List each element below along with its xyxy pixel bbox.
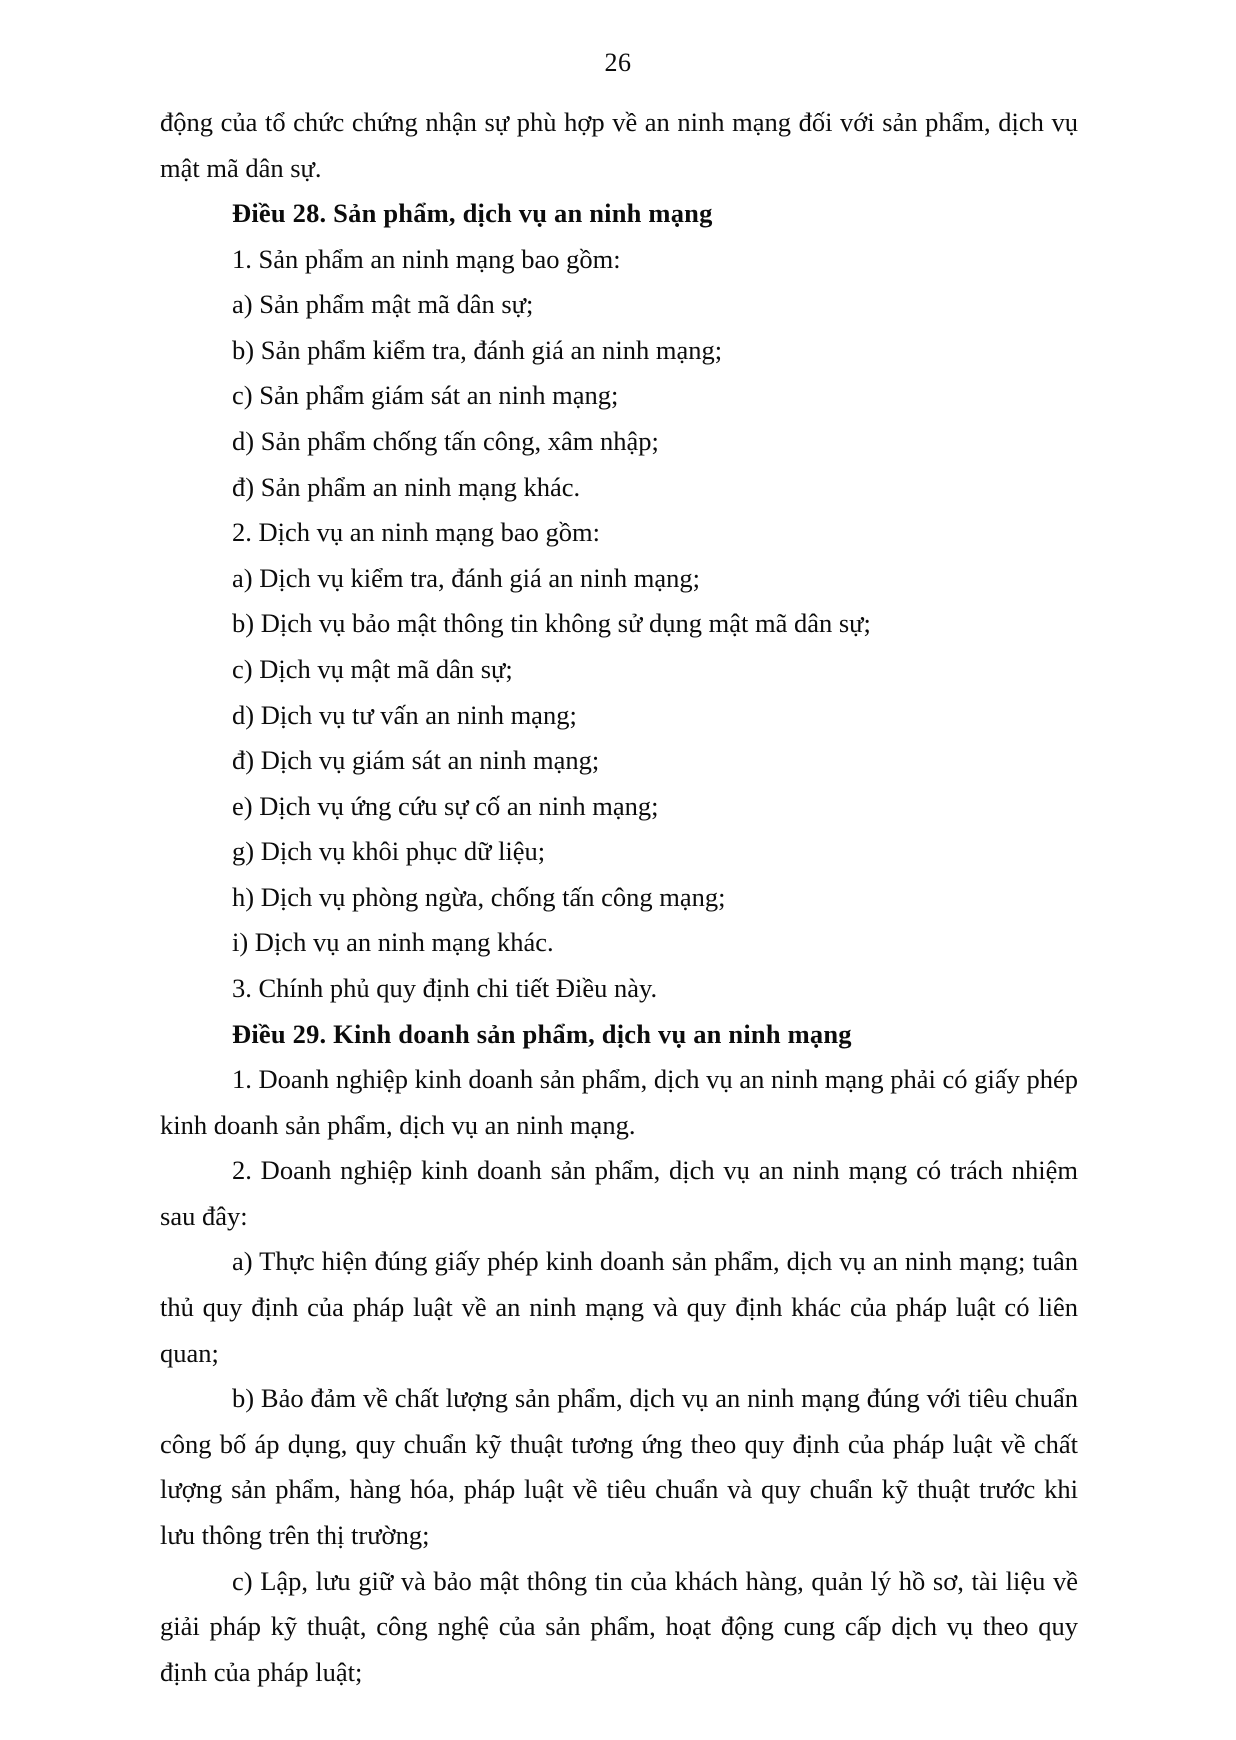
- clause-2-item-dd: đ) Dịch vụ giám sát an ninh mạng;: [232, 745, 600, 776]
- clause-2: 2. Dịch vụ an ninh mạng bao gồm:: [232, 517, 600, 548]
- clause-2-item-a: a) Dịch vụ kiểm tra, đánh giá an ninh mạng;: [232, 562, 701, 593]
- clause-1-item-d: d) Sản phẩm chống tấn công, xâm nhập;: [232, 426, 659, 457]
- article29-clause-1: 1. Doanh nghiệp kinh doanh sản phẩm, dịch vụ an ninh mạng phải có giấy phép kinh doanh sản phẩm, dịch vụ an ninh mạng.: [160, 1064, 1078, 1140]
- article-heading-29: Điều 29. Kinh doanh sản phẩm, dịch vụ an ninh mạng: [232, 1018, 852, 1049]
- clause-2-item-g: g) Dịch vụ khôi phục dữ liệu;: [232, 836, 546, 867]
- article29-clause-2-item-b: b) Bảo đảm về chất lượng sản phẩm, dịch vụ an ninh mạng đúng với tiêu chuẩn công bố áp dụng, quy chuẩn kỹ thuật tương ứng theo quy định của pháp luật về chất lượng sản phẩm, hàng hóa, pháp luật về tiêu chuẩn và quy chuẩn kỹ thuật trước khi lưu thông trên thị trường;: [160, 1383, 1078, 1550]
- article29-clause-2: 2. Doanh nghiệp kinh doanh sản phẩm, dịch vụ an ninh mạng có trách nhiệm sau đây:: [160, 1155, 1078, 1231]
- paragraph-continuation: động của tổ chức chứng nhận sự phù hợp về an ninh mạng đối với sản phẩm, dịch vụ mật mã dân sự.: [160, 107, 1078, 183]
- clause-3: 3. Chính phủ quy định chi tiết Điều này.: [232, 972, 658, 1003]
- clause-1-item-a: a) Sản phẩm mật mã dân sự;: [232, 289, 534, 320]
- clause-2-item-d: d) Dịch vụ tư vấn an ninh mạng;: [232, 699, 577, 730]
- article29-clause-2-item-a: a) Thực hiện đúng giấy phép kinh doanh sản phẩm, dịch vụ an ninh mạng; tuân thủ quy định của pháp luật về an ninh mạng và quy định khác của pháp luật có liên quan;: [160, 1246, 1078, 1368]
- clause-2-item-i: i) Dịch vụ an ninh mạng khác.: [232, 927, 554, 958]
- page-number: 26: [604, 48, 632, 77]
- clause-2-item-e: e) Dịch vụ ứng cứu sự cố an ninh mạng;: [232, 790, 659, 821]
- clause-1-item-b: b) Sản phẩm kiểm tra, đánh giá an ninh mạng;: [232, 334, 723, 365]
- clause-1-item-dd: đ) Sản phẩm an ninh mạng khác.: [232, 471, 581, 502]
- clause-2-item-c: c) Dịch vụ mật mã dân sự;: [232, 653, 513, 684]
- clause-2-item-h: h) Dịch vụ phòng ngừa, chống tấn công mạng;: [232, 881, 726, 912]
- article-heading-28: Điều 28. Sản phẩm, dịch vụ an ninh mạng: [232, 198, 713, 229]
- clause-1-item-c: c) Sản phẩm giám sát an ninh mạng;: [232, 380, 619, 411]
- document-body: [160, 100, 1078, 1695]
- clause-1: 1. Sản phẩm an ninh mạng bao gồm:: [232, 243, 621, 274]
- clause-2-item-b: b) Dịch vụ bảo mật thông tin không sử dụng mật mã dân sự;: [232, 608, 871, 639]
- article29-clause-2-item-c: c) Lập, lưu giữ và bảo mật thông tin của khách hàng, quản lý hồ sơ, tài liệu về giải pháp kỹ thuật, công nghệ của sản phẩm, hoạt động cung cấp dịch vụ theo quy định của pháp luật;: [160, 1565, 1078, 1687]
